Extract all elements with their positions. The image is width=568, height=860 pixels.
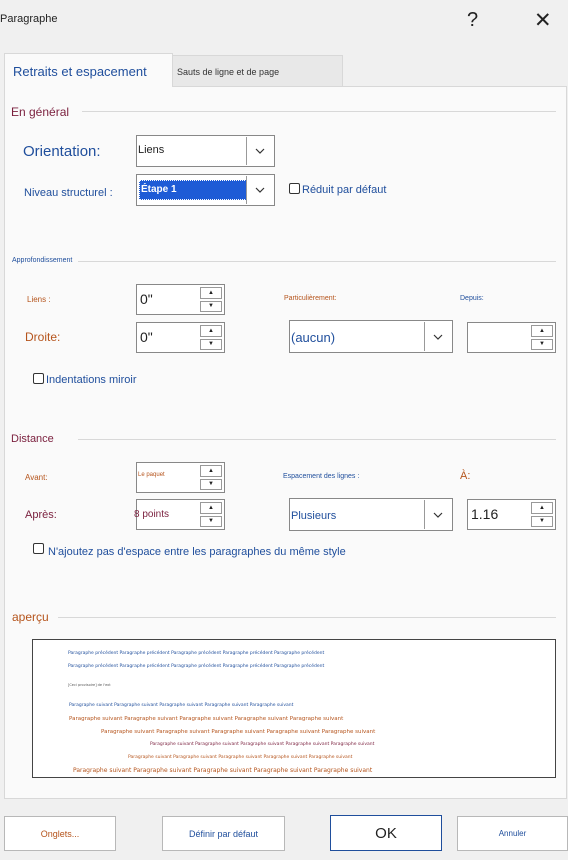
preview-next-line: Paragraphe suivant Paragraphe suivant Paragraphe suivant Paragraphe suivant Paragraphe suivant xyxy=(69,703,294,708)
particulierement-value: (aucun) xyxy=(291,330,336,345)
espacement-select[interactable] xyxy=(289,498,453,531)
niveau-select[interactable] xyxy=(136,174,275,206)
onglets-button[interactable]: Onglets... xyxy=(4,816,116,851)
particulierement-select[interactable] xyxy=(289,320,453,353)
niveau-label: Niveau structurel : xyxy=(24,187,113,199)
avant-value: Le paquet xyxy=(138,472,165,478)
orientation-label: Orientation: xyxy=(23,143,101,160)
preview-next-line: Paragraphe suivant Paragraphe suivant Paragraphe suivant Paragraphe suivant Paragraphe suivant xyxy=(73,767,373,774)
apres-spinner[interactable] xyxy=(136,499,225,530)
spin-up-icon[interactable]: ▲ xyxy=(531,502,553,514)
reduit-label: Réduit par défaut xyxy=(302,184,387,196)
miroir-label: Indentations miroir xyxy=(46,374,137,386)
spin-up-icon[interactable]: ▲ xyxy=(200,287,222,299)
droite-value: 0" xyxy=(140,329,153,345)
droite-label: Droite: xyxy=(25,330,61,344)
ok-button[interactable]: OK xyxy=(330,815,442,851)
set-default-button[interactable]: Définir par défaut xyxy=(162,816,285,851)
spin-down-icon[interactable]: ▼ xyxy=(531,339,553,351)
spin-up-icon[interactable]: ▲ xyxy=(200,325,222,337)
window-title: Paragraphe xyxy=(0,13,58,25)
avant-spinner[interactable] xyxy=(136,462,225,493)
a-value: 1.16 xyxy=(471,506,499,522)
a-spinner[interactable] xyxy=(467,499,556,530)
particulierement-label: Particulièrement: xyxy=(284,295,337,302)
espacement-label: Espacement des lignes : xyxy=(283,473,360,480)
apres-value: 8 points xyxy=(134,509,170,520)
preview-next-line: Paragraphe suivant Paragraphe suivant Paragraphe suivant Paragraphe suivant Paragraphe suivant xyxy=(101,729,376,735)
section-indent-header: Approfondissement xyxy=(12,257,73,264)
niveau-value: Étape 1 xyxy=(141,184,177,195)
preview-prev-line: Paragraphe précédent Paragraphe précédent Paragraphe précédent Paragraphe précédent Paragraphe précédent xyxy=(68,664,325,669)
tab-label: Sauts de ligne et de page xyxy=(177,67,280,77)
reduit-checkbox[interactable] xyxy=(289,183,300,194)
section-preview-header: aperçu xyxy=(12,610,49,624)
orientation-select[interactable] xyxy=(136,135,275,167)
liens-value: 0" xyxy=(140,291,153,307)
spin-down-icon[interactable]: ▼ xyxy=(531,516,553,528)
no-space-label: N'ajoutez pas d'espace entre les paragraphes du même style xyxy=(48,546,346,558)
separator xyxy=(82,111,556,112)
chevron-down-icon xyxy=(246,137,273,165)
preview-box xyxy=(32,639,556,778)
depuis-label: Depuis: xyxy=(460,295,484,302)
section-general-header: En général xyxy=(11,105,70,119)
preview-next-line: Paragraphe suivant Paragraphe suivant Paragraphe suivant Paragraphe suivant Paragraphe suivant xyxy=(128,755,353,760)
miroir-checkbox[interactable] xyxy=(33,373,44,384)
spin-down-icon[interactable]: ▼ xyxy=(200,479,222,491)
spin-down-icon[interactable]: ▼ xyxy=(200,339,222,351)
preview-current-text: [Ceci provisoire] de l'ext xyxy=(68,683,111,687)
no-space-checkbox[interactable] xyxy=(33,543,44,554)
chevron-down-icon xyxy=(424,322,451,351)
orientation-value: Liens xyxy=(138,144,165,156)
spin-down-icon[interactable]: ▼ xyxy=(200,516,222,528)
droite-spinner[interactable] xyxy=(136,322,225,353)
liens-spinner[interactable] xyxy=(136,284,225,315)
tab-label: Retraits et espacement xyxy=(13,64,147,79)
espacement-value: Plusieurs xyxy=(291,510,337,522)
preview-next-line: Paragraphe suivant Paragraphe suivant Paragraphe suivant Paragraphe suivant Paragraphe suivant xyxy=(150,742,375,747)
close-button[interactable]: ✕ xyxy=(534,9,552,32)
chevron-down-icon xyxy=(246,176,273,204)
avant-label: Avant: xyxy=(25,473,48,482)
apres-label: Après: xyxy=(25,509,57,521)
liens-label: Liens : xyxy=(27,295,51,304)
separator xyxy=(58,617,556,618)
preview-prev-line: Paragraphe précédent Paragraphe précédent Paragraphe précédent Paragraphe précédent Paragraphe précédent xyxy=(68,651,325,656)
depuis-spinner[interactable] xyxy=(467,322,556,353)
separator xyxy=(78,439,556,440)
separator xyxy=(78,261,556,262)
spin-up-icon[interactable]: ▲ xyxy=(200,502,222,514)
spin-up-icon[interactable]: ▲ xyxy=(531,325,553,337)
section-distance-header: Distance xyxy=(11,433,54,445)
a-label: À: xyxy=(460,470,471,482)
spin-up-icon[interactable]: ▲ xyxy=(200,465,222,477)
cancel-button[interactable]: Annuler xyxy=(457,816,568,851)
help-button[interactable]: ? xyxy=(467,9,479,31)
chevron-down-icon xyxy=(424,500,451,529)
preview-next-line: Paragraphe suivant Paragraphe suivant Paragraphe suivant Paragraphe suivant Paragraphe suivant xyxy=(69,716,344,722)
tab-retraits-espacement[interactable] xyxy=(4,53,173,87)
tab-sauts-de-ligne[interactable] xyxy=(172,55,343,86)
spin-down-icon[interactable]: ▼ xyxy=(200,301,222,313)
